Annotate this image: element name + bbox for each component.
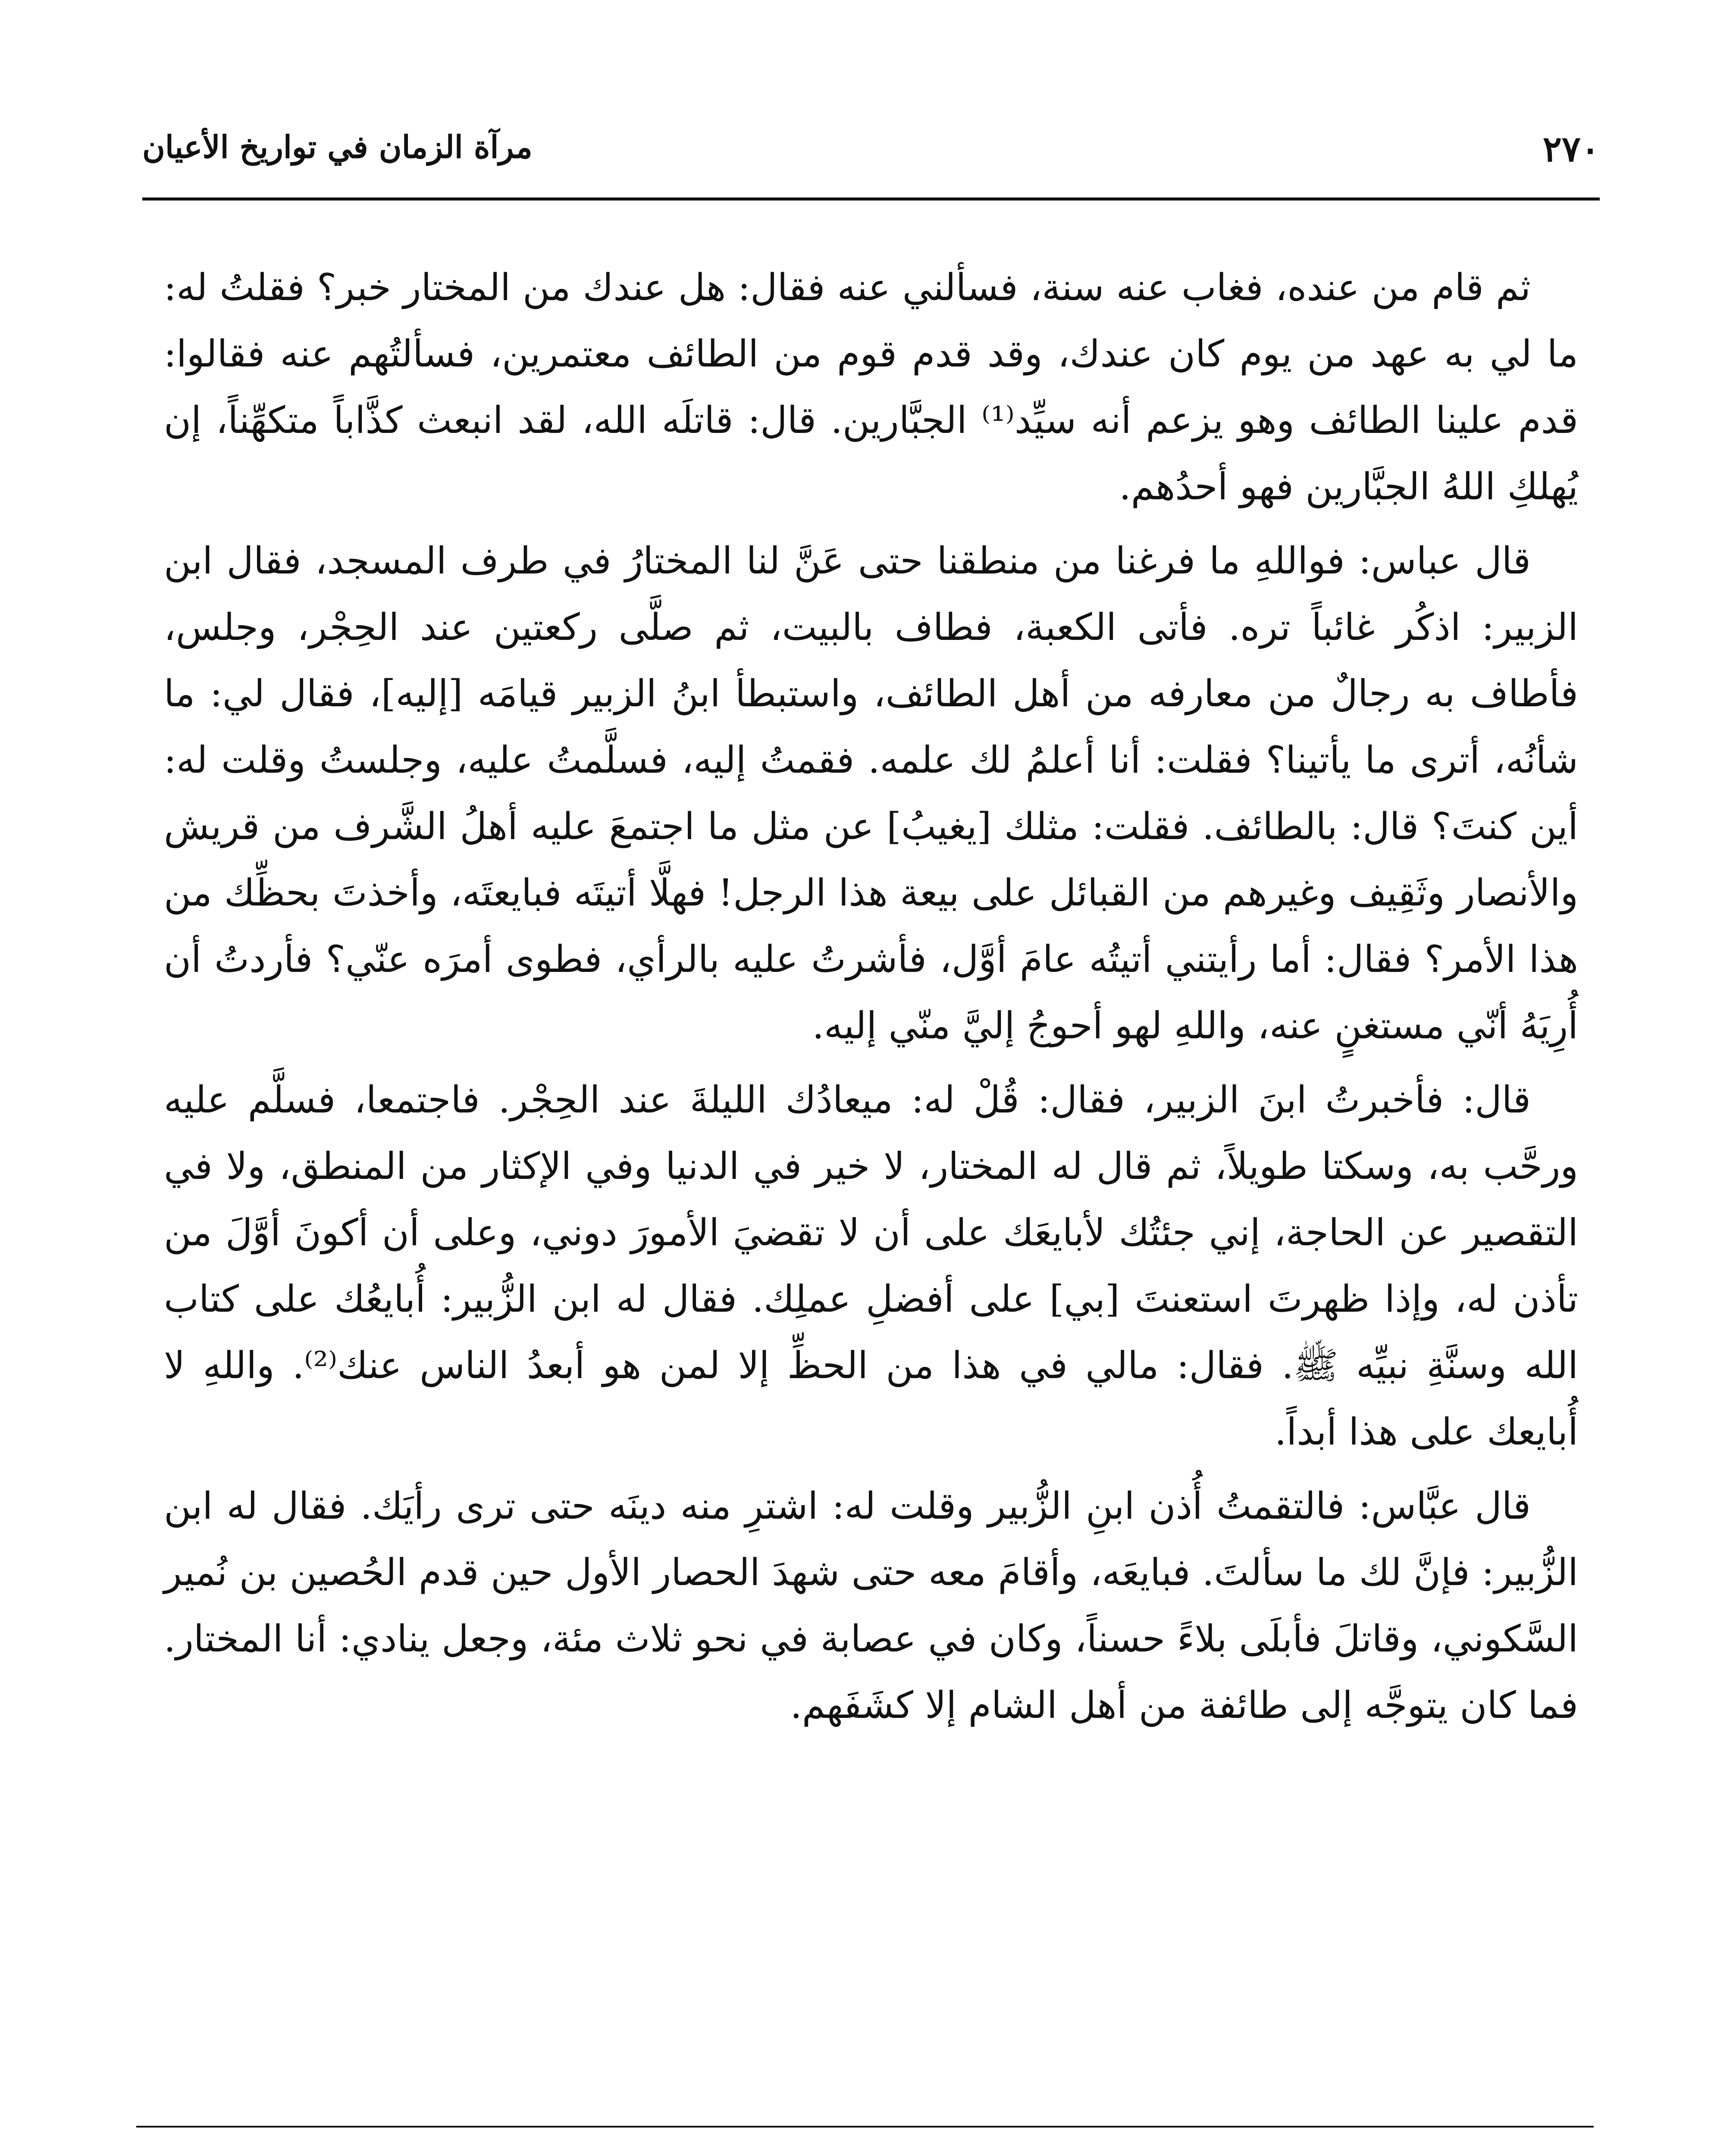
header-rule (142, 197, 1600, 201)
paragraph: ثم قام من عنده، فغاب عنه سنة، فسألني عنه فقال: هل عندك من المختار خبر؟ فقلتُ له: ما لي به عهد من يوم كان عندك، وقد قدم قوم من الطائف معتمرين، فسألتُهم عنه فقالوا: قدم علينا الطائف وهو يزعم أنه سيِّد⁽¹⁾ الجبَّارين. قال: قاتلَه الله، لقد انبعث كذَّاباً متكهِّناً، إن يُهلكِ اللهُ الجبَّارين فهو أحدُهم. (164, 266, 1578, 508)
footnote-rule (136, 2126, 1594, 2128)
paragraph: قال عبَّاس: فالتقمتُ أُذن ابنِ الزُّبير وقلت له: اشترِ منه دينَه حتى ترى رأيَك. فقال له ابن الزُّبير: فإنَّ لك ما سألتَ. فبايعَه، وأقامَ معه حتى شهدَ الحصار الأول حين قدم الحُصين بن نُمير السَّكوني، وقاتلَ فأبلَى بلاءً حسناً، وكان في عصابة في نحو ثلاث مئة، وجعل ينادي: أنا المختار. فما كان يتوجَّه إلى طائفة من أهل الشام إلا كشَفَهم. (164, 1485, 1578, 1727)
page-header (142, 125, 1600, 181)
page-number: ٢٧٠ (1542, 128, 1600, 170)
paragraph: قال عباس: فواللهِ ما فرغنا من منطقنا حتى عَنَّ لنا المختارُ في طرف المسجد، فقال ابن الزبير: اذكُر غائباً تره. فأتى الكعبة، فطاف بالبيت، ثم صلَّى ركعتين عند الحِجْر، وجلس، فأطاف به رجالٌ من معارفه من أهل الطائف، واستبطأ ابنُ الزبير قيامَه [إليه]، فقال لي: ما شأنُه، أترى ما يأتينا؟ فقلت: أنا أعلمُ لك علمه. فقمتُ إليه، فسلَّمتُ عليه، وجلستُ وقلت له: أين كنتَ؟ قال: بالطائف. فقلت: مثلك [يغيبُ] عن مثل ما اجتمعَ عليه أهلُ الشَّرف من قريش والأنصار وثَقِيف وغيرهم من القبائل على بيعة هذا الرجل! فهلَّا أتيتَه فبايعتَه، وأخذتَ بحظِّك من هذا الأمر؟ فقال: أما رأيتني أتيتُه عامَ أوَّل، فأشرتُ عليه بالرأي، فطوى أمرَه عنّي؟ فأردتُ أن أُرِيَهُ أنّي مستغنٍ عنه، واللهِ لهو أحوجُ إليَّ منّي إليه. (164, 539, 1578, 1047)
paragraph: قال: فأخبرتُ ابنَ الزبير، فقال: قُلْ له: ميعادُك الليلةَ عند الحِجْر. فاجتمعا، فسلَّم عليه ورحَّب به، وسكتا طويلاً، ثم قال له المختار، لا خير في الدنيا وفي الإكثار من المنطق، ولا في التقصير عن الحاجة، إني جئتُك لأبايعَك على أن لا تقضيَ الأمورَ دوني، وعلى أن أكونَ أوَّلَ من تأذن له، وإذا ظهرتَ استعنتَ [بي] على أفضلِ عملِك. فقال له ابن الزُّبير: أُبايعُك على كتاب الله وسنَّةِ نبيِّه ﷺ. فقال: مالي في هذا من الحظِّ إلا لمن هو أبعدُ الناس عنك⁽²⁾. واللهِ لا أُبايعك على هذا أبداً. (164, 1078, 1578, 1454)
running-title: مرآة الزمان في تواريخ الأعيان (142, 128, 533, 165)
body-text (164, 254, 1578, 1746)
